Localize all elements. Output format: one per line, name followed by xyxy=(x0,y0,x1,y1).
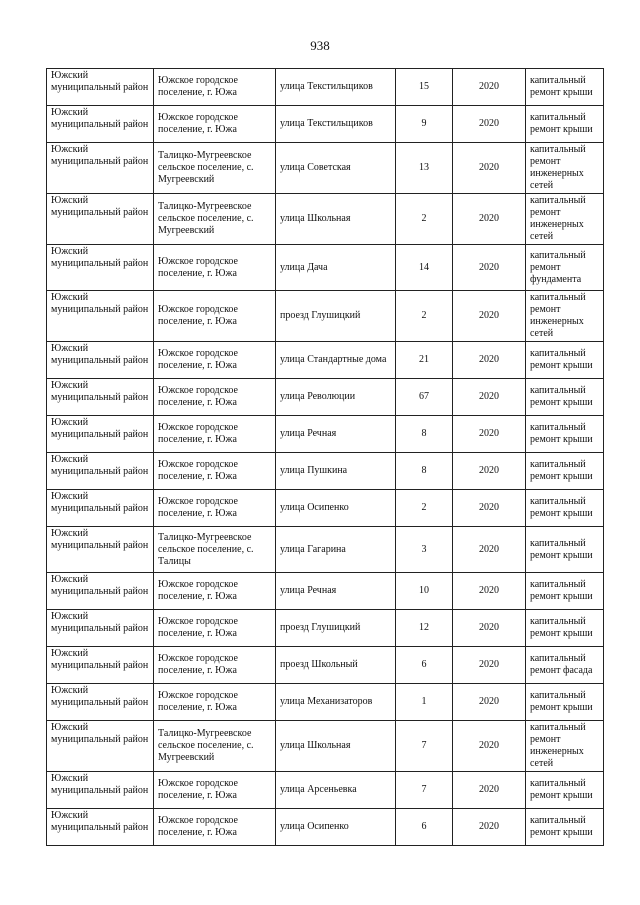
settlement-cell: Южское городское поселение, г. Южа xyxy=(154,610,276,647)
year-cell: 2020 xyxy=(453,245,526,291)
street-cell: улица Гагарина xyxy=(276,527,396,573)
table-row xyxy=(47,610,604,647)
district-cell: Южский муниципальный район xyxy=(47,809,154,846)
settlement-cell: Талицко-Мугреевское сельское поселение, с. Мугреевский xyxy=(154,194,276,245)
settlement-cell: Южское городское поселение, г. Южа xyxy=(154,453,276,490)
district-cell: Южский муниципальный район xyxy=(47,291,154,342)
repair-schedule-table xyxy=(46,68,604,846)
street-cell: улица Текстильщиков xyxy=(276,106,396,143)
year-cell: 2020 xyxy=(453,684,526,721)
house-number-cell: 21 xyxy=(396,342,453,379)
table-row xyxy=(47,721,604,772)
street-cell: улица Школьная xyxy=(276,721,396,772)
settlement-cell: Южское городское поселение, г. Южа xyxy=(154,245,276,291)
work-type-cell: капитальный ремонт инженерных сетей xyxy=(526,143,604,194)
district-cell: Южский муниципальный район xyxy=(47,573,154,610)
table-row xyxy=(47,490,604,527)
street-cell: улица Арсеньевка xyxy=(276,772,396,809)
district-cell: Южский муниципальный район xyxy=(47,721,154,772)
settlement-cell: Южское городское поселение, г. Южа xyxy=(154,342,276,379)
work-type-cell: капитальный ремонт крыши xyxy=(526,573,604,610)
settlement-cell: Талицко-Мугреевское сельское поселение, с. Мугреевский xyxy=(154,721,276,772)
year-cell: 2020 xyxy=(453,527,526,573)
house-number-cell: 10 xyxy=(396,573,453,610)
house-number-cell: 13 xyxy=(396,143,453,194)
table-row xyxy=(47,772,604,809)
table-row xyxy=(47,379,604,416)
year-cell: 2020 xyxy=(453,809,526,846)
year-cell: 2020 xyxy=(453,721,526,772)
district-cell: Южский муниципальный район xyxy=(47,490,154,527)
table-row xyxy=(47,453,604,490)
district-cell: Южский муниципальный район xyxy=(47,342,154,379)
house-number-cell: 2 xyxy=(396,490,453,527)
year-cell: 2020 xyxy=(453,453,526,490)
house-number-cell: 1 xyxy=(396,684,453,721)
work-type-cell: капитальный ремонт инженерных сетей xyxy=(526,721,604,772)
year-cell: 2020 xyxy=(453,379,526,416)
work-type-cell: капитальный ремонт крыши xyxy=(526,772,604,809)
year-cell: 2020 xyxy=(453,291,526,342)
district-cell: Южский муниципальный район xyxy=(47,69,154,106)
work-type-cell: капитальный ремонт крыши xyxy=(526,342,604,379)
year-cell: 2020 xyxy=(453,647,526,684)
work-type-cell: капитальный ремонт инженерных сетей xyxy=(526,194,604,245)
street-cell: улица Речная xyxy=(276,573,396,610)
table-row xyxy=(47,416,604,453)
district-cell: Южский муниципальный район xyxy=(47,684,154,721)
year-cell: 2020 xyxy=(453,194,526,245)
house-number-cell: 2 xyxy=(396,291,453,342)
street-cell: улица Осипенко xyxy=(276,809,396,846)
table-row xyxy=(47,143,604,194)
table-row xyxy=(47,684,604,721)
district-cell: Южский муниципальный район xyxy=(47,647,154,684)
district-cell: Южский муниципальный район xyxy=(47,143,154,194)
table-body xyxy=(47,69,604,846)
settlement-cell: Южское городское поселение, г. Южа xyxy=(154,416,276,453)
work-type-cell: капитальный ремонт крыши xyxy=(526,684,604,721)
settlement-cell: Южское городское поселение, г. Южа xyxy=(154,809,276,846)
settlement-cell: Южское городское поселение, г. Южа xyxy=(154,379,276,416)
table-row xyxy=(47,647,604,684)
year-cell: 2020 xyxy=(453,143,526,194)
street-cell: улица Пушкина xyxy=(276,453,396,490)
work-type-cell: капитальный ремонт крыши xyxy=(526,490,604,527)
work-type-cell: капитальный ремонт фундамента xyxy=(526,245,604,291)
street-cell: улица Механизаторов xyxy=(276,684,396,721)
street-cell: проезд Глушицкий xyxy=(276,610,396,647)
settlement-cell: Южское городское поселение, г. Южа xyxy=(154,684,276,721)
house-number-cell: 14 xyxy=(396,245,453,291)
house-number-cell: 9 xyxy=(396,106,453,143)
year-cell: 2020 xyxy=(453,490,526,527)
house-number-cell: 3 xyxy=(396,527,453,573)
table-row xyxy=(47,245,604,291)
house-number-cell: 2 xyxy=(396,194,453,245)
work-type-cell: капитальный ремонт инженерных сетей xyxy=(526,291,604,342)
year-cell: 2020 xyxy=(453,610,526,647)
street-cell: улица Стандартные дома xyxy=(276,342,396,379)
street-cell: улица Текстильщиков xyxy=(276,69,396,106)
street-cell: улица Школьная xyxy=(276,194,396,245)
settlement-cell: Талицко-Мугреевское сельское поселение, с. Мугреевский xyxy=(154,143,276,194)
table-row xyxy=(47,342,604,379)
settlement-cell: Южское городское поселение, г. Южа xyxy=(154,69,276,106)
house-number-cell: 15 xyxy=(396,69,453,106)
street-cell: улица Дача xyxy=(276,245,396,291)
work-type-cell: капитальный ремонт крыши xyxy=(526,453,604,490)
house-number-cell: 6 xyxy=(396,809,453,846)
house-number-cell: 8 xyxy=(396,453,453,490)
settlement-cell: Южское городское поселение, г. Южа xyxy=(154,291,276,342)
district-cell: Южский муниципальный район xyxy=(47,453,154,490)
house-number-cell: 6 xyxy=(396,647,453,684)
work-type-cell: капитальный ремонт крыши xyxy=(526,527,604,573)
house-number-cell: 12 xyxy=(396,610,453,647)
street-cell: улица Советская xyxy=(276,143,396,194)
table-row xyxy=(47,291,604,342)
year-cell: 2020 xyxy=(453,573,526,610)
work-type-cell: капитальный ремонт крыши xyxy=(526,610,604,647)
work-type-cell: капитальный ремонт крыши xyxy=(526,106,604,143)
table-row xyxy=(47,809,604,846)
settlement-cell: Южское городское поселение, г. Южа xyxy=(154,647,276,684)
district-cell: Южский муниципальный район xyxy=(47,416,154,453)
year-cell: 2020 xyxy=(453,416,526,453)
district-cell: Южский муниципальный район xyxy=(47,245,154,291)
house-number-cell: 67 xyxy=(396,379,453,416)
work-type-cell: капитальный ремонт крыши xyxy=(526,379,604,416)
settlement-cell: Южское городское поселение, г. Южа xyxy=(154,106,276,143)
settlement-cell: Южское городское поселение, г. Южа xyxy=(154,490,276,527)
settlement-cell: Южское городское поселение, г. Южа xyxy=(154,573,276,610)
table-row xyxy=(47,194,604,245)
district-cell: Южский муниципальный район xyxy=(47,379,154,416)
district-cell: Южский муниципальный район xyxy=(47,527,154,573)
house-number-cell: 8 xyxy=(396,416,453,453)
page-number: 938 xyxy=(310,38,330,53)
house-number-cell: 7 xyxy=(396,721,453,772)
year-cell: 2020 xyxy=(453,69,526,106)
street-cell: проезд Глушицкий xyxy=(276,291,396,342)
street-cell: улица Осипенко xyxy=(276,490,396,527)
year-cell: 2020 xyxy=(453,106,526,143)
settlement-cell: Южское городское поселение, г. Южа xyxy=(154,772,276,809)
street-cell: улица Речная xyxy=(276,416,396,453)
district-cell: Южский муниципальный район xyxy=(47,106,154,143)
settlement-cell: Талицко-Мугреевское сельское поселение, с. Талицы xyxy=(154,527,276,573)
district-cell: Южский муниципальный район xyxy=(47,772,154,809)
district-cell: Южский муниципальный район xyxy=(47,194,154,245)
table-row xyxy=(47,527,604,573)
work-type-cell: капитальный ремонт крыши xyxy=(526,69,604,106)
district-cell: Южский муниципальный район xyxy=(47,610,154,647)
house-number-cell: 7 xyxy=(396,772,453,809)
work-type-cell: капитальный ремонт крыши xyxy=(526,416,604,453)
street-cell: улица Революции xyxy=(276,379,396,416)
work-type-cell: капитальный ремонт фасада xyxy=(526,647,604,684)
work-type-cell: капитальный ремонт крыши xyxy=(526,809,604,846)
year-cell: 2020 xyxy=(453,772,526,809)
year-cell: 2020 xyxy=(453,342,526,379)
table-row xyxy=(47,106,604,143)
table-row xyxy=(47,69,604,106)
table-row xyxy=(47,573,604,610)
street-cell: проезд Школьный xyxy=(276,647,396,684)
